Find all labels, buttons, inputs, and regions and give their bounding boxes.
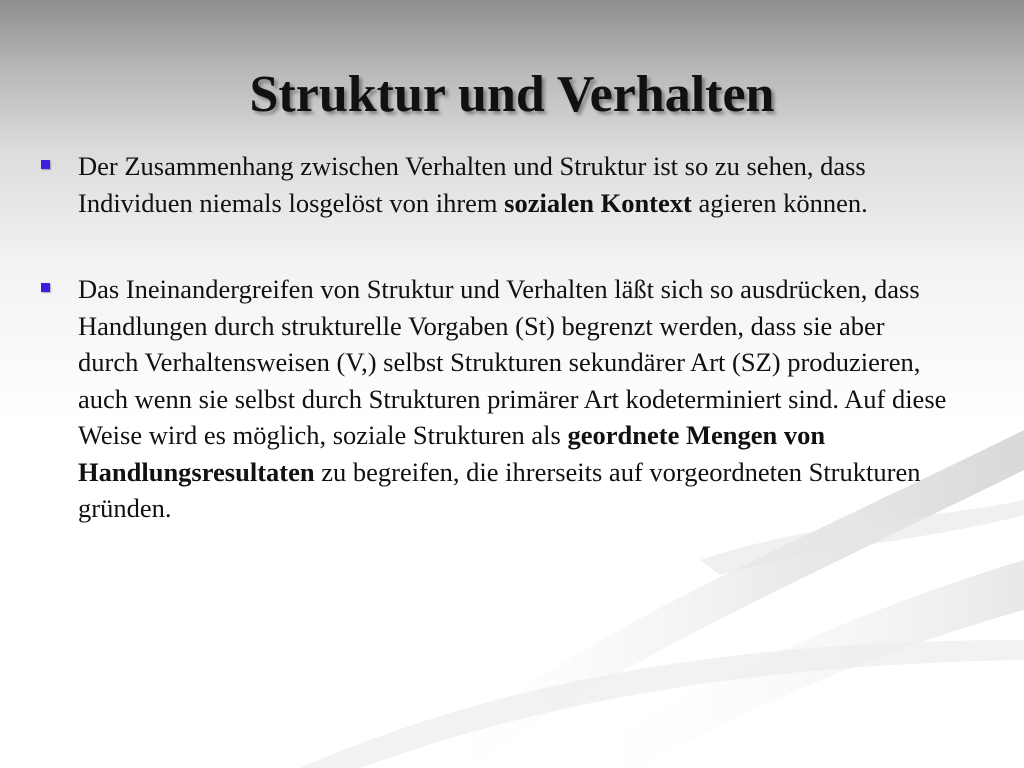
bullet-item [38,148,948,221]
bullet-list [38,148,948,527]
bullet-text-bold-run: sozialen Kontext [504,187,692,218]
bullet-text-run: zu begreifen, die ihrerseits auf vorgeordneten Strukturen gründen. [78,456,921,523]
bullet-text [78,151,868,218]
bullet-text-run: Das Ineinandergreifen von Struktur und Verhalten läßt sich so ausdrücken, dass Handlungen durch strukturelle Vorgaben (St) begrenzt werden, dass sie aber durch Verhaltensweisen (V,) selbst Strukturen sekundärer Art (SZ) produzieren, auch wenn sie selbst durch Strukturen primärer Art kodeterminiert sind. Auf diese Weise wird es möglich, soziale Strukturen als [78,274,947,450]
bullet-text [78,274,946,523]
square-bullet-icon [41,160,50,169]
bullet-text-bold-run: geordnete Mengen von Handlungsresultaten [78,420,826,487]
bullet-item [38,271,948,527]
bullet-text-run: Der Zusammenhang zwischen Verhalten und Struktur ist so zu sehen, dass Individuen niemals losgelöst von ihrem [78,151,866,218]
square-bullet-icon [41,283,50,292]
slide-title: Struktur und Verhalten [249,66,775,123]
bullet-text-run: agieren können. [691,187,868,218]
